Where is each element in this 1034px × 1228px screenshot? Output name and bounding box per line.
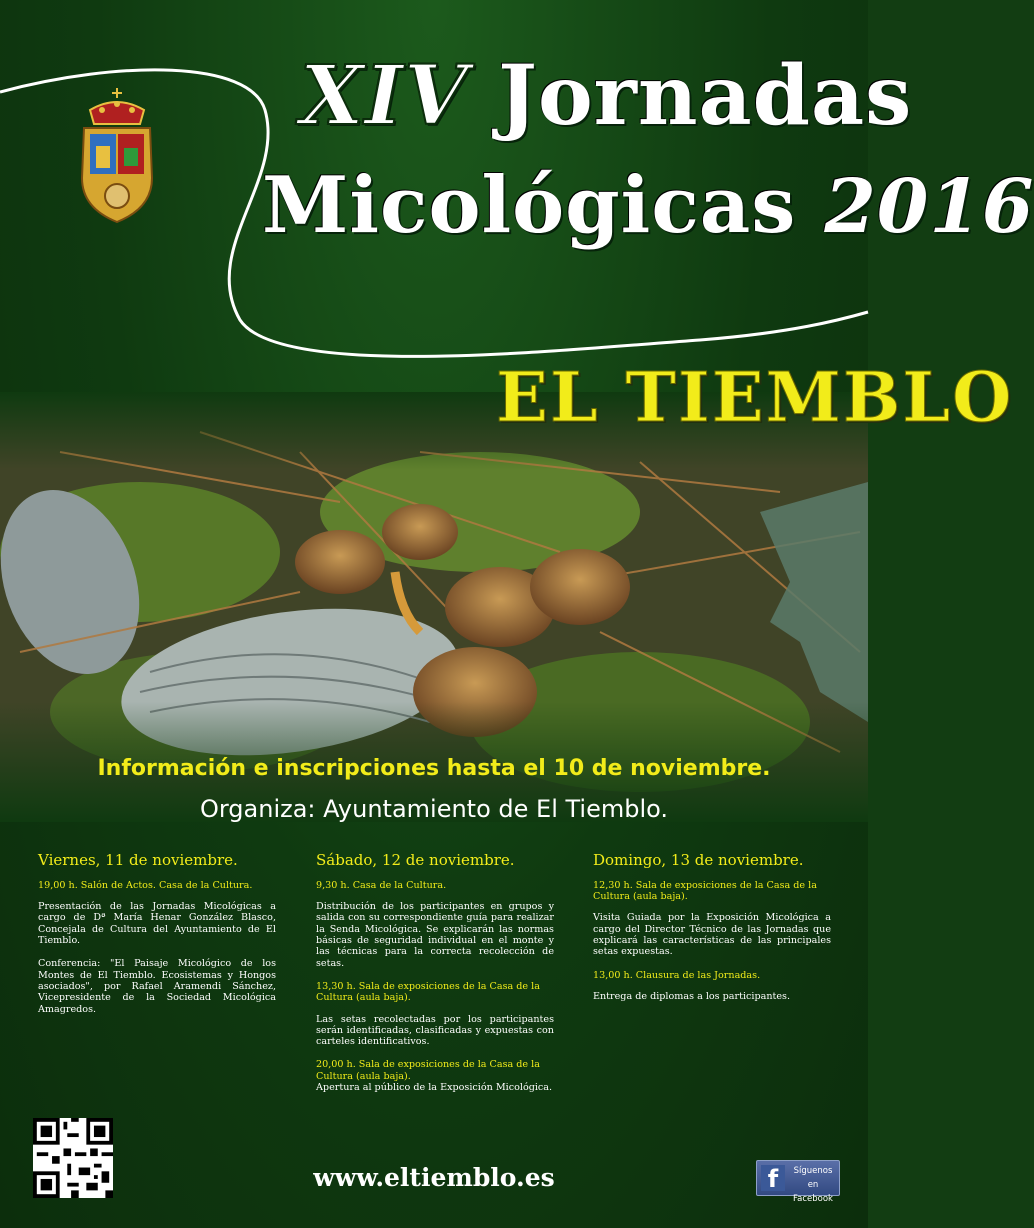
day-heading: Viernes, 11 de noviembre. <box>38 851 238 869</box>
facebook-label <box>788 1164 838 1206</box>
schedule-text: Presentación de las Jornadas Micológicas a cargo de Dª María Henar González Blasco, Concejala de Cultura del Ayuntamiento de El Tiemblo. <box>38 901 276 946</box>
day-heading: Domingo, 13 de noviembre. <box>593 851 804 869</box>
schedule-hour: 20,00 h. Sala de exposiciones de la Casa de la Cultura (aula baja). <box>316 1059 540 1082</box>
schedule-hour: 9,30 h. Casa de la Cultura. <box>316 879 447 891</box>
title-year: 2016 <box>824 164 1034 250</box>
schedule-column-friday <box>38 852 276 1027</box>
schedule-column-saturday <box>316 852 554 1105</box>
schedule-hour: 13,30 h. Sala de exposiciones de la Casa de la Cultura (aula baja). <box>316 980 540 1004</box>
organizer-line: Organiza: Ayuntamiento de El Tiemblo. <box>199 795 669 823</box>
schedule-text: Visita Guiada por la Exposición Micológica a cargo del Director Técnico de las Jornadas que explicará las características de las principales setas expuestas. <box>593 912 831 958</box>
title-word-micologicas: Micológicas <box>262 160 797 251</box>
schedule-text: Las setas recolectadas por los participantes serán identificadas, clasificadas y expuestas con carteles identificativos. <box>316 1013 554 1048</box>
info-line: Información e inscripciones hasta el 10 de noviembre. <box>97 756 771 781</box>
schedule-text: Distribución de los participantes en grupos y salida con su correspondiente guía para realizar la Senda Micológica. Se explicarán las normas básicas de seguridad individual en el monte y las técnicas para la correcta recolección de setas. <box>316 901 554 969</box>
schedule-hour: 12,30 h. Sala de exposiciones de la Casa de la Cultura (aula baja). <box>593 879 817 902</box>
title-word-jornadas: Jornadas <box>498 48 913 144</box>
facebook-button[interactable] <box>756 1160 840 1204</box>
day-heading: Sábado, 12 de noviembre. <box>316 851 515 869</box>
title-line-1 <box>0 48 913 144</box>
schedule-text: Conferencia: "El Paisaje Micológico de los Montes de El Tiemblo. Ecosistemas y Hongos asociados", por Rafael Aramendi Sánchez, Vicepresidente de la Sociedad Micológica Amagredos. <box>38 958 276 1015</box>
title-roman-numeral: XIV <box>300 48 469 144</box>
schedule-text: Apertura al público de la Exposición Micológica. <box>316 1082 553 1094</box>
town-name: EL TIEMBLO <box>496 358 1014 438</box>
schedule-text: Entrega de diplomas a los participantes. <box>593 990 791 1002</box>
schedule-column-sunday <box>593 852 831 1014</box>
website-link[interactable]: www.eltiemblo.es <box>313 1163 555 1192</box>
facebook-label-line-1: Síguenos en <box>793 1166 833 1190</box>
facebook-icon: f <box>761 1165 785 1191</box>
facebook-label-line-2: Facebook <box>793 1194 833 1204</box>
title-line-2 <box>0 160 1034 251</box>
schedule-hour: 13,00 h. Clausura de las Jornadas. <box>593 969 761 981</box>
schedule-hour: 19,00 h. Salón de Actos. Casa de la Cultura. <box>38 879 253 891</box>
